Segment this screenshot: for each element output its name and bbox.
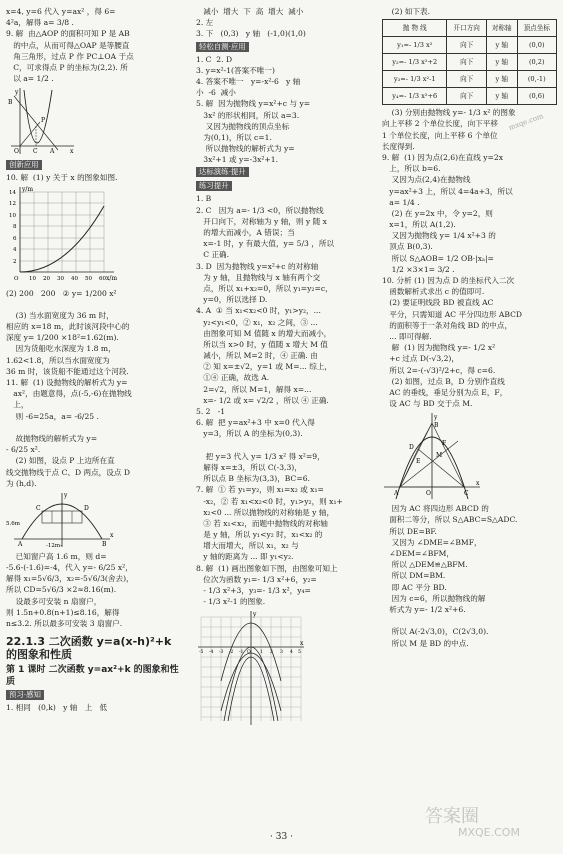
text-line: 2. 左 [196, 18, 214, 28]
table-cell: y 轴 [486, 54, 517, 71]
section-label-preview: 预习·感知 [6, 690, 44, 700]
table-cell: (0,6) [517, 88, 556, 105]
text-line: 1.62<1.8，所以当水面宽度为 [6, 355, 110, 365]
q9-block [6, 28, 186, 84]
table-cell: y₂=- 1/3 x²+2 [383, 54, 447, 71]
lesson-title: 第 1 课时 二次函数 y=ax²+k 的图象和性质 [6, 665, 179, 688]
fig3-label: M [436, 452, 443, 460]
text-line: - 1/3 x²+3，y₃=- 1/3 x²，y₄= [196, 586, 311, 595]
table-cell: (0,2) [517, 54, 556, 71]
text-line: 解得 x=±3，所以 C(-3,3)， [196, 462, 302, 472]
text-line: 2. C 因为 a=- 1/3 <0，所以抛物线 [196, 205, 324, 215]
text-line: (2) 如图，过点 B，D 分别作直线 [382, 376, 505, 386]
text-line: y 轴的距离为 ... 即 y₁<y₂. [196, 552, 294, 562]
watermark-url: MXQE.COM [458, 826, 520, 839]
fig3-label: D [409, 444, 414, 452]
text-line: 1 个单位长度，向上平移 6 个单位 [382, 130, 498, 140]
graph-axis-label-y: y/m [22, 185, 34, 193]
table-row [383, 71, 557, 88]
text-line: 因为货船吃水深度为 1.8 m， [6, 344, 116, 354]
text-line: 1. C 2. D [196, 54, 233, 64]
text-line: 1. B [196, 194, 212, 204]
table-cell: y₁=- 1/3 x² [383, 37, 447, 54]
text-line: 3. D 因为抛物线 y=x²+c 的对称轴 [196, 261, 319, 271]
text-line: ... 即可得解. [382, 331, 432, 341]
text-line: 所以抛物线的解析式为 y= [196, 144, 295, 154]
text-line: (2) 如下表. [382, 7, 431, 16]
x-tick-label: 30 [57, 275, 64, 282]
text-line: 3. y=x²-1(答案不唯一) [196, 65, 275, 75]
preview-q1 [6, 702, 186, 713]
q10-q11-solution [6, 288, 186, 489]
text-line: 3. 下 (0,3) y 轴 (-1,0)(1,0) [196, 29, 306, 39]
x-tick-label: 3 [280, 650, 283, 656]
table-row [383, 88, 557, 105]
text-line: x=- 1/2 或 x= √2/2 ，所以 ④ 正确. [196, 395, 329, 405]
text-line: 小 -6 减小 [196, 88, 236, 98]
text-line: 所以当 x>0 时，y 值随 x 增大 M 值 [196, 339, 328, 349]
fig2-label: x [110, 531, 114, 539]
table-header-cell: 抛 物 线 [383, 20, 447, 37]
q10-block [6, 172, 186, 183]
text-line: 11. 解 (1) 设抛物线的解析式为 y= [6, 378, 128, 387]
text-line: 减小 增大 下 高 增大 减小 [196, 7, 304, 16]
x-tick-label: 5 [298, 650, 301, 656]
fig2-label: -12m- [46, 542, 62, 549]
text-line: 析式为 y=- 1/2 x²+6. [382, 604, 466, 614]
check-answers [196, 54, 374, 166]
text-line: 为 (h,d). [6, 478, 37, 488]
fig1-label: P [41, 117, 46, 125]
text-line: (2) 在 y=2x 中，令 y=2，则 [382, 208, 493, 218]
text-line: (2) 要证明线段 BD 被直线 AC [382, 298, 494, 308]
table-header-row [383, 20, 557, 37]
table-header-cell: 顶点坐标 [517, 20, 556, 37]
fig2-label: 5.6m [6, 520, 20, 527]
text-line: 4. 答案不唯一 y=-x²-6 y 轴 [196, 76, 301, 86]
text-line: 所以 2=-(-√3)²/2+c，得 c=6. [382, 365, 496, 375]
fig1-label: B [8, 99, 13, 107]
x-tick-label: -1 [239, 650, 244, 656]
text-line: 设 AC 与 BD 交于点 M. [382, 399, 473, 409]
q9-parabola-figure [6, 86, 76, 156]
text-line [6, 422, 186, 433]
text-line: - 1/3 x²-1 的图象. [196, 597, 266, 607]
x-tick-label: 50 [85, 275, 92, 282]
text-line: 3x²+1 或 y=-3x²+1. [196, 155, 278, 165]
text-line [196, 440, 374, 451]
text-line: 5. 2 -1 [196, 407, 226, 416]
text-line: 为 y 轴，且抛物线与 x 轴有两个交 [196, 272, 321, 282]
fig3-label: x [476, 480, 480, 488]
text-line: 10. 解 (1) y 关于 x 的图象如图. [6, 173, 118, 183]
graph2-axis-x: x [300, 640, 304, 648]
text-line: -5.6-(-1.6)=-4，代入 y=- 6/25 x²， [6, 563, 133, 573]
text-line: 解 (1) 因为抛物线 y=- 1/2 x² [382, 343, 496, 353]
text-line: 所以 CD=5√6/3 ×2≈8.16(m). [6, 585, 117, 595]
text-line: 又因为抛物线 y= 1/4 x²+3 的 [382, 231, 496, 241]
q10-quadrilateral-figure [382, 411, 482, 501]
fig1-label: A [50, 148, 55, 156]
fig2-label: B [102, 540, 107, 548]
text-line: 1. 相同 (0,k) y 轴 上 低 [6, 703, 108, 713]
text-line: 又因为 ∠DME=∠BMF， [382, 537, 482, 547]
table-cell: (0,-1) [517, 71, 556, 88]
text-line: y=3，所以 A 的坐标为(0,3). [196, 429, 303, 439]
x-tick-label: 2 [270, 650, 273, 656]
text-line: 8. 解 (1) 画出图象如下图，由图象可知上 [196, 563, 338, 573]
table-cell: 向下 [447, 54, 486, 71]
text-line: 长度得到. [382, 141, 415, 151]
y-tick-label: 8 [13, 223, 17, 230]
fig1-label: y [15, 89, 19, 97]
text-line: 开口向下，对称轴为 y 轴，则 y 随 x [196, 216, 327, 226]
text-line: 又因为抛物线的顶点坐标 [196, 121, 290, 131]
text-line: C，可求得点 P 的坐标为(2,2). 所 [6, 62, 128, 72]
text-line: AC 的垂线，垂足分别为点 E，F， [382, 387, 508, 397]
text-line: 36 m 时，该货船不能通过这个河段. [6, 366, 129, 376]
text-line [6, 299, 186, 310]
text-line: 1/2 ×3×1= 3/2 . [382, 264, 455, 274]
x-tick-label: O [14, 275, 19, 282]
text-line: a= 1/4 . [382, 197, 420, 207]
text-line: 4. A ① 当 x₁<x₂<0 时，y₁>y₂，... [196, 306, 321, 316]
section-label-practice: 练习提升 [196, 181, 232, 191]
table-cell: 向下 [447, 37, 486, 54]
text-line: (2) 如图，设点 P 上边所在直 [6, 456, 115, 466]
table-cell: (0,0) [517, 37, 556, 54]
text-line: 因为 c=6，所以抛物线的解 [382, 593, 486, 603]
text-line: 深度 y= 1/200 ×18²=1.62(m). [6, 333, 119, 343]
text-line: 线交抛物线于点 C、D 两点，设点 D [6, 467, 130, 477]
text-line: 减小，所以 M=2 时，④ 正确. 由 [196, 351, 318, 361]
text-line: 由图象可知 M 值随 x 的增大而减小， [196, 328, 332, 338]
text-line: x=4, y=6 代入 y=ax² ，得 6= [6, 7, 116, 16]
text-line: 是 y 轴，所以 y₁<y₂ 时，x₁<x₂ 的 [196, 530, 323, 540]
text-line: 面积二等分，所以 S△ABC=S△ADC. [382, 515, 518, 525]
text-line: 相应的 x=18 m，此时该河段中心的 [6, 322, 130, 332]
fig1-label: C [33, 148, 38, 156]
x-tick-label: -4 [209, 650, 214, 656]
column-left [6, 6, 186, 713]
table-cell: y 轴 [486, 71, 517, 88]
text-line: 所以 DE=BF. [382, 526, 437, 536]
text-line: 为(0,1)，所以 c=1. [196, 132, 272, 142]
text-line: 点，所以 x₁+x₂=0，所以 y₁=y₂=c， [196, 283, 333, 293]
col3-top [382, 6, 557, 17]
text-line: 所以 A(-2√3,0)，C(2√3,0). [382, 627, 489, 637]
section-label-innovation: 创新应用 [6, 160, 42, 170]
table-cell: y₄=- 1/3 x²+6 [383, 88, 447, 105]
window-arch-figure [6, 491, 116, 549]
graph-axis-label-x: x/m [106, 274, 118, 282]
text-line: 即 AC 平分 BD. [382, 582, 447, 592]
text-line: 的面积等于一条对角线 BD 的中点， [382, 320, 513, 330]
text-line: y=ax²+3 上，所以 4=4a+3，所以 [382, 186, 513, 196]
text-line: ∠DEM=∠BFM， [382, 549, 454, 558]
text-line: y₂<y₁<0，② x₁，x₂ 之间，③ ... [196, 317, 318, 327]
text-line: 角三角形，过点 P 作 PC⊥OA 于点 [6, 51, 134, 61]
table-cell: 向下 [447, 88, 486, 105]
text-line: 顶点 B(0,3). [382, 242, 433, 252]
q8-q10-solution [382, 107, 557, 409]
text-line: 所以点 B 坐标为(3,3)，BC=6. [196, 474, 310, 484]
text-line: +c 过点 D(-√3,2)， [382, 354, 459, 364]
x-tick-label: O [247, 650, 251, 656]
text-line: ② 知 x=±√2，y=1 或 M=... 综上， [196, 362, 333, 372]
q10-graph [6, 186, 126, 286]
text-line: 上， [6, 400, 29, 410]
x-tick-label: -3 [219, 650, 224, 656]
text-line: 故抛物线的解析式为 y= [6, 433, 98, 443]
corner-stamp: mxqe.com [507, 112, 545, 132]
y-tick-label: 6 [13, 235, 17, 242]
q10-proof [382, 503, 557, 648]
page-number: · 33 · [270, 832, 293, 842]
x-tick-label: 40 [71, 275, 78, 282]
x-tick-label: 60 [99, 275, 106, 282]
fig1-label: O [14, 148, 19, 156]
text-line: 的增大而减小，A 错误；当 [196, 228, 295, 237]
fig2-label: A [18, 540, 23, 548]
text-line: (3) 分别由抛物线 y=- 1/3 x² 的图象 [382, 108, 516, 118]
text-line: 设最多可安装 n 扇窗户， [6, 596, 102, 606]
text-line: 又因为点(2,4)在抛物线 [382, 175, 471, 185]
watermark-logo: 答案圈 [425, 806, 479, 827]
text-line: 2=√2，所以 M=1，解得 x=... [196, 384, 312, 394]
text-line: 位次为函数 y₁=- 1/3 x²+6，y₂= [196, 574, 317, 584]
fig2-label: C [36, 504, 41, 512]
fig3-label: y [434, 414, 438, 422]
text-line: 函数解析式求出 c 的值即可. [382, 287, 485, 297]
text-line: -x₂，② 若 x₁<x₂<0 时，y₁>y₂，则 x₁+ [196, 496, 343, 506]
text-line: y=0，所以选择 D. [196, 295, 268, 305]
section-label-basic: 达标演练·提升 [196, 167, 249, 177]
text-line: 5. 解 因为抛物线 y=x²+c 与 y= [196, 99, 311, 109]
text-line: x=1，所以 A(1,2). [382, 220, 456, 230]
text-line: 的中点，从而可得△OAP 是等腰直 [6, 40, 130, 50]
text-line: n≤3.2. 所以最多可安装 3 扇窗户. [6, 619, 123, 628]
y-tick-label: 10 [9, 212, 16, 219]
text-line: 7. 解 ① 若 y₁=y₂，则 x₁=x₂ 或 x₁= [196, 485, 324, 495]
text-line: 所以 DM=BM. [382, 571, 446, 581]
fig1-label: x [70, 148, 74, 156]
text-line: 9. 解 由△AOP 的面积可知 P 是 AB [6, 29, 130, 39]
fig3-label: E [416, 458, 421, 466]
column-middle [196, 6, 374, 731]
x-tick-label: 4 [290, 650, 293, 656]
text-line: 增大而增大，所以 x₁，x₂ 与 [196, 541, 299, 551]
y-tick-label: 4 [13, 246, 17, 253]
x-tick-label: 1 [260, 650, 263, 656]
text-line: x=-1 时，y 有最大值，y= 5/3 ，所以 [196, 239, 335, 249]
section-label-check: 轻松自测·应用 [196, 42, 249, 52]
table-cell: y 轴 [486, 88, 517, 105]
x-tick-label: -5 [199, 650, 204, 656]
fig3-label: O [426, 490, 431, 498]
table-cell: y₃=- 1/3 x²-1 [383, 71, 447, 88]
text-line: 9. 解 (1) 因为点(2,6)在直线 y=2x [382, 152, 503, 162]
table-header-cell: 对称轴 [486, 20, 517, 37]
text-line: 所以 S△AOB= 1/2 OB·|xₐ|= [382, 253, 494, 263]
text-line: ax²，由题意得，点(-5,-6)在抛物线 [6, 389, 132, 399]
parabolas-graph [196, 609, 306, 729]
text-line: ①④ 正确，故选 A. [196, 373, 270, 383]
text-line: - 6/25 x². [6, 445, 41, 455]
fig2-label: y [64, 491, 68, 499]
text-line: (2) 200 200 ② y= 1/200 x² [6, 288, 117, 298]
text-line: 平分，只需知道 AC 平分四边形 ABCD [382, 309, 523, 319]
col1-top [6, 6, 186, 28]
fig2-label: D [84, 504, 89, 512]
table-cell: 向下 [447, 71, 486, 88]
col2-top [196, 6, 374, 40]
fig3-label: A [394, 490, 399, 498]
text-line: (3) 当水面宽度为 36 m 时， [6, 310, 114, 320]
y-tick-label: 2 [13, 258, 17, 265]
fig3-label: B [434, 422, 439, 430]
y-tick-label: 12 [9, 200, 16, 207]
text-line: 10. 分析 (1) 因为点 D 的坐标代入二次 [382, 276, 515, 285]
fig3-label: C [464, 490, 469, 498]
text-line: 6. 解 把 y=ax²+3 中 x=0 代入得 [196, 418, 315, 428]
text-line: 则 1.5n+0.8(n+1)≤8.16，解得 [6, 607, 120, 617]
text-line: 解得 x₁=5√6/3，x₂=-5√6/3(舍去)， [6, 574, 134, 584]
text-line: 3x² 的形状相同，所以 a=3. [196, 110, 300, 120]
text-line: 则 -6=25a，a= -6/25 . [6, 411, 99, 421]
column-right [382, 6, 557, 649]
text-line: 因为 AC 将四边形 ABCD 的 [382, 504, 489, 514]
section-title: 22.1.3 二次函数 y=a(x-h)²+k 的图象和性质 [6, 635, 172, 662]
fig3-label: F [442, 440, 447, 448]
text-line: ③ 若 x₁<x₂，而题中抛物线的对称轴 [196, 518, 328, 528]
text-line: x₂<0 ... 所以抛物线的对称轴是 y 轴， [196, 507, 335, 517]
text-line: 上，所以 b=6. [382, 164, 441, 174]
x-tick-label: -2 [229, 650, 234, 656]
table-header-cell: 开口方向 [447, 20, 486, 37]
q11-part2-solution [6, 551, 186, 629]
text-line [382, 615, 557, 626]
x-tick-label: 10 [29, 275, 36, 282]
parabola-table [382, 19, 557, 105]
text-line: 向上平移 2 个单位长度，向下平移 [382, 119, 498, 129]
text-line: 把 y=3 代入 y= 1/3 x² 得 x²=9， [196, 451, 325, 461]
table-row [383, 54, 557, 71]
text-line: 所以 △DEM≌△BFM. [382, 560, 468, 570]
practice-answers [196, 193, 374, 607]
text-line: C 正确. [196, 250, 230, 260]
table-cell: y 轴 [486, 37, 517, 54]
text-line: 4²a，解得 a= 3/8 . [6, 18, 74, 28]
table-row [383, 37, 557, 54]
text-line: 以 a= 1/2 . [6, 74, 54, 84]
x-tick-label: 20 [43, 275, 50, 282]
text-line: 所以 M 是 BD 的中点. [382, 638, 469, 648]
text-line: 已知窗户高 1.6 m，则 d= [6, 551, 107, 561]
graph2-axis-y: y [253, 611, 257, 619]
y-tick-label: 14 [9, 189, 16, 196]
